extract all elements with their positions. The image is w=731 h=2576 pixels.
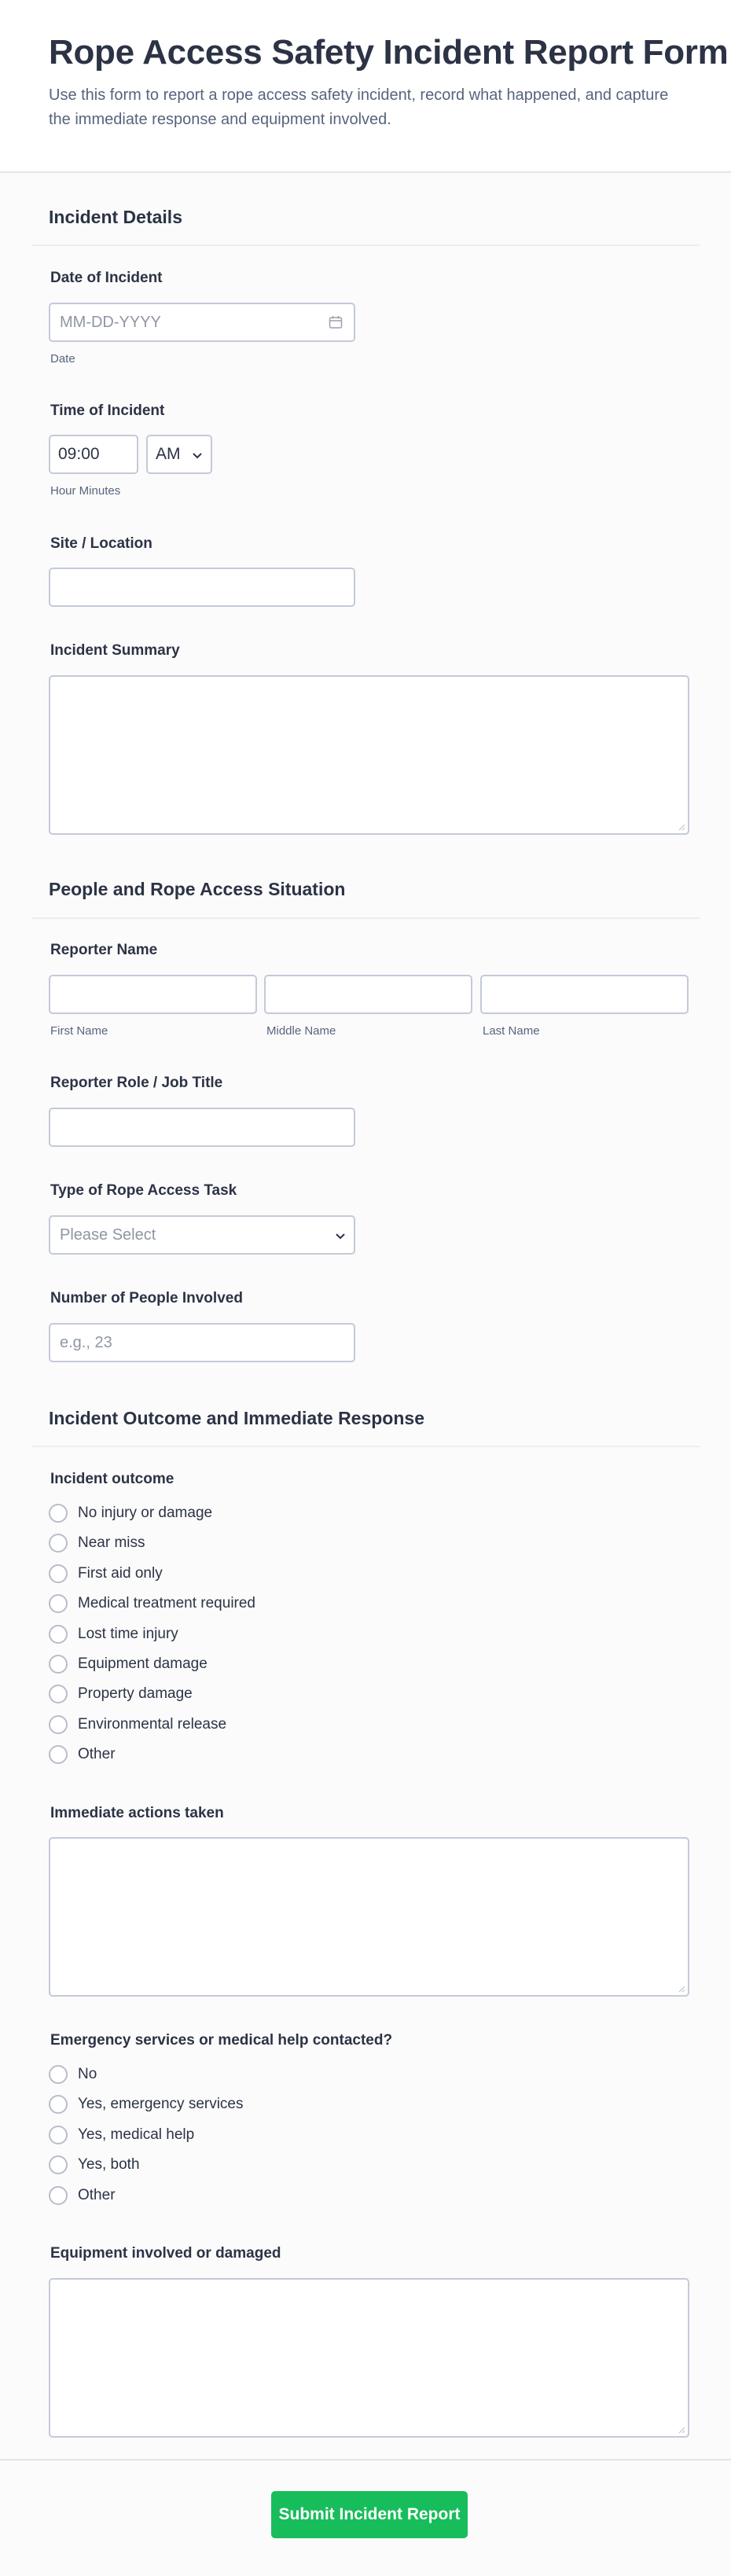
radio-button[interactable]: [49, 1625, 68, 1644]
radio-option-label: No: [78, 2066, 97, 2082]
radio-option-label: Medical treatment required: [78, 1595, 255, 1612]
first-name-input[interactable]: [49, 975, 257, 1014]
calendar-icon[interactable]: [329, 315, 343, 329]
radio-button[interactable]: [49, 1685, 68, 1703]
ampm-value: AM: [156, 445, 181, 463]
resize-handle-icon[interactable]: [678, 823, 685, 831]
date-label: Date of Incident: [50, 270, 163, 286]
radio-button[interactable]: [49, 2065, 68, 2084]
actions-textarea[interactable]: [49, 1837, 689, 1997]
section-divider: [31, 917, 700, 919]
task-type-label: Type of Rope Access Task: [50, 1182, 237, 1199]
site-label: Site / Location: [50, 535, 152, 552]
date-input[interactable]: [49, 303, 355, 342]
radio-option-label: No injury or damage: [78, 1505, 213, 1521]
chevron-down-icon: [335, 1230, 346, 1244]
last-name-input[interactable]: [480, 975, 689, 1014]
equipment-label: Equipment involved or damaged: [50, 2245, 281, 2262]
time-label: Time of Incident: [50, 402, 165, 419]
section-title-people: People and Rope Access Situation: [49, 879, 346, 899]
outcome-label: Incident outcome: [50, 1471, 174, 1487]
radio-option-label: Other: [78, 2186, 116, 2203]
radio-option-label: Yes, medical help: [78, 2126, 195, 2143]
section-title-outcome: Incident Outcome and Immediate Response: [49, 1408, 424, 1428]
radio-option-label: Yes, both: [78, 2156, 140, 2174]
form-title: Rope Access Safety Incident Report Form: [49, 33, 729, 72]
radio-button[interactable]: [49, 2126, 68, 2144]
time-sublabel: Hour Minutes: [50, 484, 121, 498]
summary-textarea[interactable]: [49, 675, 689, 835]
radio-button[interactable]: [49, 1594, 68, 1613]
resize-handle-icon[interactable]: [678, 1985, 685, 1993]
radio-option-label: Lost time injury: [78, 1625, 178, 1642]
actions-label: Immediate actions taken: [50, 1805, 224, 1821]
resize-handle-icon[interactable]: [678, 2426, 685, 2434]
radio-option-label: First aid only: [78, 1564, 163, 1582]
reporter-name-label: Reporter Name: [50, 942, 158, 958]
section-divider: [31, 244, 700, 246]
date-placeholder: MM-DD-YYYY: [60, 314, 161, 331]
radio-option-label: Other: [78, 1746, 116, 1763]
radio-button[interactable]: [49, 2186, 68, 2205]
equipment-textarea[interactable]: [49, 2278, 689, 2438]
middle-name-input[interactable]: [264, 975, 472, 1014]
radio-button[interactable]: [49, 2155, 68, 2174]
submit-button[interactable]: Submit Incident Report: [271, 2491, 468, 2538]
radio-option-label: Yes, emergency services: [78, 2096, 244, 2113]
section-divider: [31, 1446, 700, 1447]
radio-button[interactable]: [49, 1715, 68, 1734]
section-title-incident-details: Incident Details: [49, 207, 182, 227]
form-footer: [0, 2459, 731, 2576]
form-description: Use this form to report a rope access safety incident, record what happened, and capture the immediate response and equipment involved.: [49, 86, 669, 128]
site-input[interactable]: [49, 568, 355, 607]
people-count-placeholder: e.g., 23: [60, 1334, 112, 1351]
people-count-label: Number of People Involved: [50, 1290, 243, 1306]
radio-button[interactable]: [49, 1655, 68, 1674]
radio-option-label: Equipment damage: [78, 1655, 208, 1672]
form-header: [0, 0, 731, 173]
radio-button[interactable]: [49, 1564, 68, 1583]
chevron-down-icon: [192, 450, 203, 464]
radio-option-label: Environmental release: [78, 1715, 227, 1733]
radio-button[interactable]: [49, 2095, 68, 2114]
radio-option-label: Property damage: [78, 1685, 193, 1703]
ampm-select[interactable]: [146, 435, 212, 474]
task-type-select[interactable]: [49, 1215, 355, 1255]
first-name-sublabel: First Name: [50, 1024, 108, 1038]
radio-button[interactable]: [49, 1745, 68, 1764]
time-input[interactable]: [49, 435, 138, 474]
people-count-input[interactable]: [49, 1323, 355, 1362]
time-value: 09:00: [58, 445, 100, 463]
middle-name-sublabel: Middle Name: [266, 1024, 336, 1038]
summary-label: Incident Summary: [50, 642, 180, 659]
date-sublabel: Date: [50, 352, 75, 366]
reporter-role-input[interactable]: [49, 1108, 355, 1147]
emergency-label: Emergency services or medical help contacted?: [50, 2032, 393, 2049]
radio-button[interactable]: [49, 1534, 68, 1553]
task-type-placeholder: Please Select: [60, 1226, 156, 1244]
radio-button[interactable]: [49, 1504, 68, 1523]
last-name-sublabel: Last Name: [483, 1024, 540, 1038]
radio-option-label: Near miss: [78, 1534, 145, 1552]
reporter-role-label: Reporter Role / Job Title: [50, 1075, 223, 1091]
